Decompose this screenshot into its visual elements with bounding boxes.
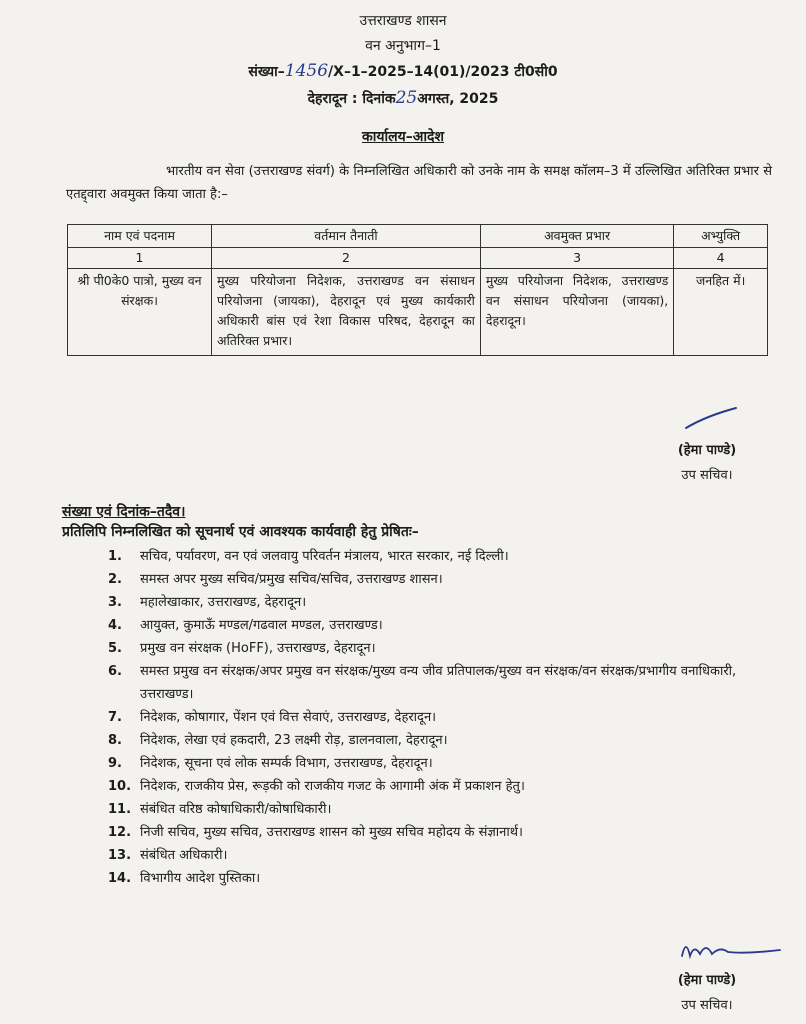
list-item-text: समस्त प्रमुख वन संरक्षक/अपर प्रमुख वन संरक्षक/मुख्य वन्य जीव प्रतिपालक/मुख्य वन संरक्षक/वन संरक्षक/प्रभागीय वनाधिकारी, उत्तराखण्ड। (140, 664, 737, 702)
col-header-name: नाम एवं पदनाम (68, 225, 212, 248)
signature-block-2 (652, 970, 762, 1013)
list-item (108, 637, 778, 660)
list-item-text: आयुक्त, कुमाऊँ मण्डल/गढवाल मण्डल, उत्तराखण्ड। (140, 618, 383, 633)
col-number: 4 (674, 248, 768, 269)
list-item-text: संबंधित वरिष्ठ कोषाधिकारी/कोषाधिकारी। (140, 802, 332, 817)
list-item-number: 2. (108, 572, 122, 587)
list-item-number: 6. (108, 664, 122, 679)
list-item-text: निदेशक, कोषागार, पेंशन एवं वित्त सेवाएं, उत्तराखण्ड, देहरादून। (140, 710, 437, 725)
list-item-text: निदेशक, राजकीय प्रेस, रूड़की को राजकीय गजट के आगामी अंक में प्रकाशन हेतु। (140, 779, 525, 794)
signatory-name: (हेमा पाण्डे) (677, 443, 737, 458)
list-item (108, 660, 778, 706)
signatory-designation: उप सचिव। (681, 998, 733, 1013)
col-header-remarks: अभ्युक्ति (674, 225, 768, 248)
list-item-text: महालेखाकार, उत्तराखण्ड, देहरादून। (140, 595, 307, 610)
cell-current-posting: मुख्य परियोजना निदेशक, उत्तराखण्ड वन संसाधन परियोजना (जायका), देहरादून एवं मुख्य कार्यकारी अधिकारी बांस एवं रेशा विकास परिषद, देहरादून का अतिरिक्त प्रभार। (212, 269, 481, 356)
list-item (108, 729, 778, 752)
list-item-number: 14. (108, 871, 132, 886)
cell-relieved-charge: मुख्य परियोजना निदेशक, उत्तराखण्ड वन संसाधन परियोजना (जायका), देहरादून। (480, 269, 673, 356)
signatory-name: (हेमा पाण्डे) (677, 973, 737, 988)
govt-name: उत्तराखण्ड शासन (359, 13, 447, 29)
list-item-text: विभागीय आदेश पुस्तिका। (140, 871, 261, 886)
officer-table (67, 224, 768, 356)
col-header-relieved: अवमुक्त प्रभार (480, 225, 673, 248)
order-date (0, 89, 806, 108)
office-order-title: कार्यालय–आदेश (362, 129, 444, 145)
list-item-text: प्रमुख वन संरक्षक (HoFF), उत्तराखण्ड, देहरादून। (140, 641, 376, 656)
signature-block-1 (652, 440, 762, 483)
table-row (68, 269, 768, 356)
signature-stroke-2 (676, 934, 786, 968)
order-date-handwritten: 25 (395, 88, 418, 108)
list-item (108, 545, 778, 568)
list-item-number: 7. (108, 710, 122, 725)
list-item-text: निजी सचिव, मुख्य सचिव, उत्तराखण्ड शासन को मुख्य सचिव महोदय के संज्ञानार्थ। (140, 825, 523, 840)
list-item-number: 12. (108, 825, 132, 840)
col-number: 1 (68, 248, 212, 269)
list-item (108, 706, 778, 729)
order-number-suffix: /X–1–2025–14(01)/2023 टी0सी0 (328, 64, 558, 80)
copy-to-heading: प्रतिलिपि निम्नलिखित को सूचनार्थ एवं आवश्यक कार्यवाही हेतु प्रेषितः– (62, 524, 419, 540)
intro-paragraph: भारतीय वन सेवा (उत्तराखण्ड संवर्ग) के निम्नलिखित अधिकारी को उनके नाम के समक्ष कॉलम–3 में उल्लिखित अतिरिक्त प्रभार से एतद्द्वारा अवमुक्त किया जाता है:– (66, 164, 772, 202)
list-item-number: 3. (108, 595, 122, 610)
col-number: 3 (480, 248, 673, 269)
table-number-row (68, 248, 768, 269)
list-item (108, 752, 778, 775)
list-item-number: 11. (108, 802, 132, 817)
list-item-text: सचिव, पर्यावरण, वन एवं जलवायु परिवर्तन मंत्रालय, भारत सरकार, नई दिल्ली। (140, 549, 509, 564)
list-item (108, 775, 778, 798)
section-name: वन अनुभाग–1 (365, 38, 441, 54)
order-number-prefix: संख्या– (248, 64, 285, 80)
list-item-number: 5. (108, 641, 122, 656)
list-item-number: 10. (108, 779, 132, 794)
cell-remarks: जनहित में। (674, 269, 768, 356)
order-number-handwritten: 1456 (284, 61, 329, 81)
col-number: 2 (212, 248, 481, 269)
col-header-posting: वर्तमान तैनाती (212, 225, 481, 248)
list-item (108, 844, 778, 867)
list-item-number: 9. (108, 756, 122, 771)
list-item-text: निदेशक, सूचना एवं लोक सम्पर्क विभाग, उत्तराखण्ड, देहरादून। (140, 756, 433, 771)
list-item-number: 1. (108, 549, 122, 564)
list-item-text: समस्त अपर मुख्य सचिव/प्रमुख सचिव/सचिव, उत्तराखण्ड शासन। (140, 572, 443, 587)
list-item (108, 568, 778, 591)
list-item-number: 8. (108, 733, 122, 748)
list-item (108, 614, 778, 637)
signatory-designation: उप सचिव। (681, 468, 733, 483)
list-item-number: 4. (108, 618, 122, 633)
list-item (108, 591, 778, 614)
office-order-heading (0, 127, 806, 146)
list-item (108, 798, 778, 821)
list-item-number: 13. (108, 848, 132, 863)
table-header-row (68, 225, 768, 248)
signature-stroke-1 (682, 402, 742, 432)
list-item (108, 821, 778, 844)
reference-line: संख्या एवं दिनांक–तदैव। (62, 504, 186, 520)
order-date-prefix: देहरादून : दिनांक (307, 91, 396, 107)
order-number (0, 62, 806, 81)
order-date-suffix: अगस्त, 2025 (417, 91, 499, 107)
list-item-text: निदेशक, लेखा एवं हकदारी, 23 लक्ष्मी रोड़, डालनवाला, देहरादून। (140, 733, 448, 748)
list-item (108, 867, 778, 890)
copy-to-list (108, 545, 778, 890)
list-item-text: संबंधित अधिकारी। (140, 848, 228, 863)
cell-officer-name: श्री पी0के0 पात्रो, मुख्य वन संरक्षक। (68, 269, 212, 356)
